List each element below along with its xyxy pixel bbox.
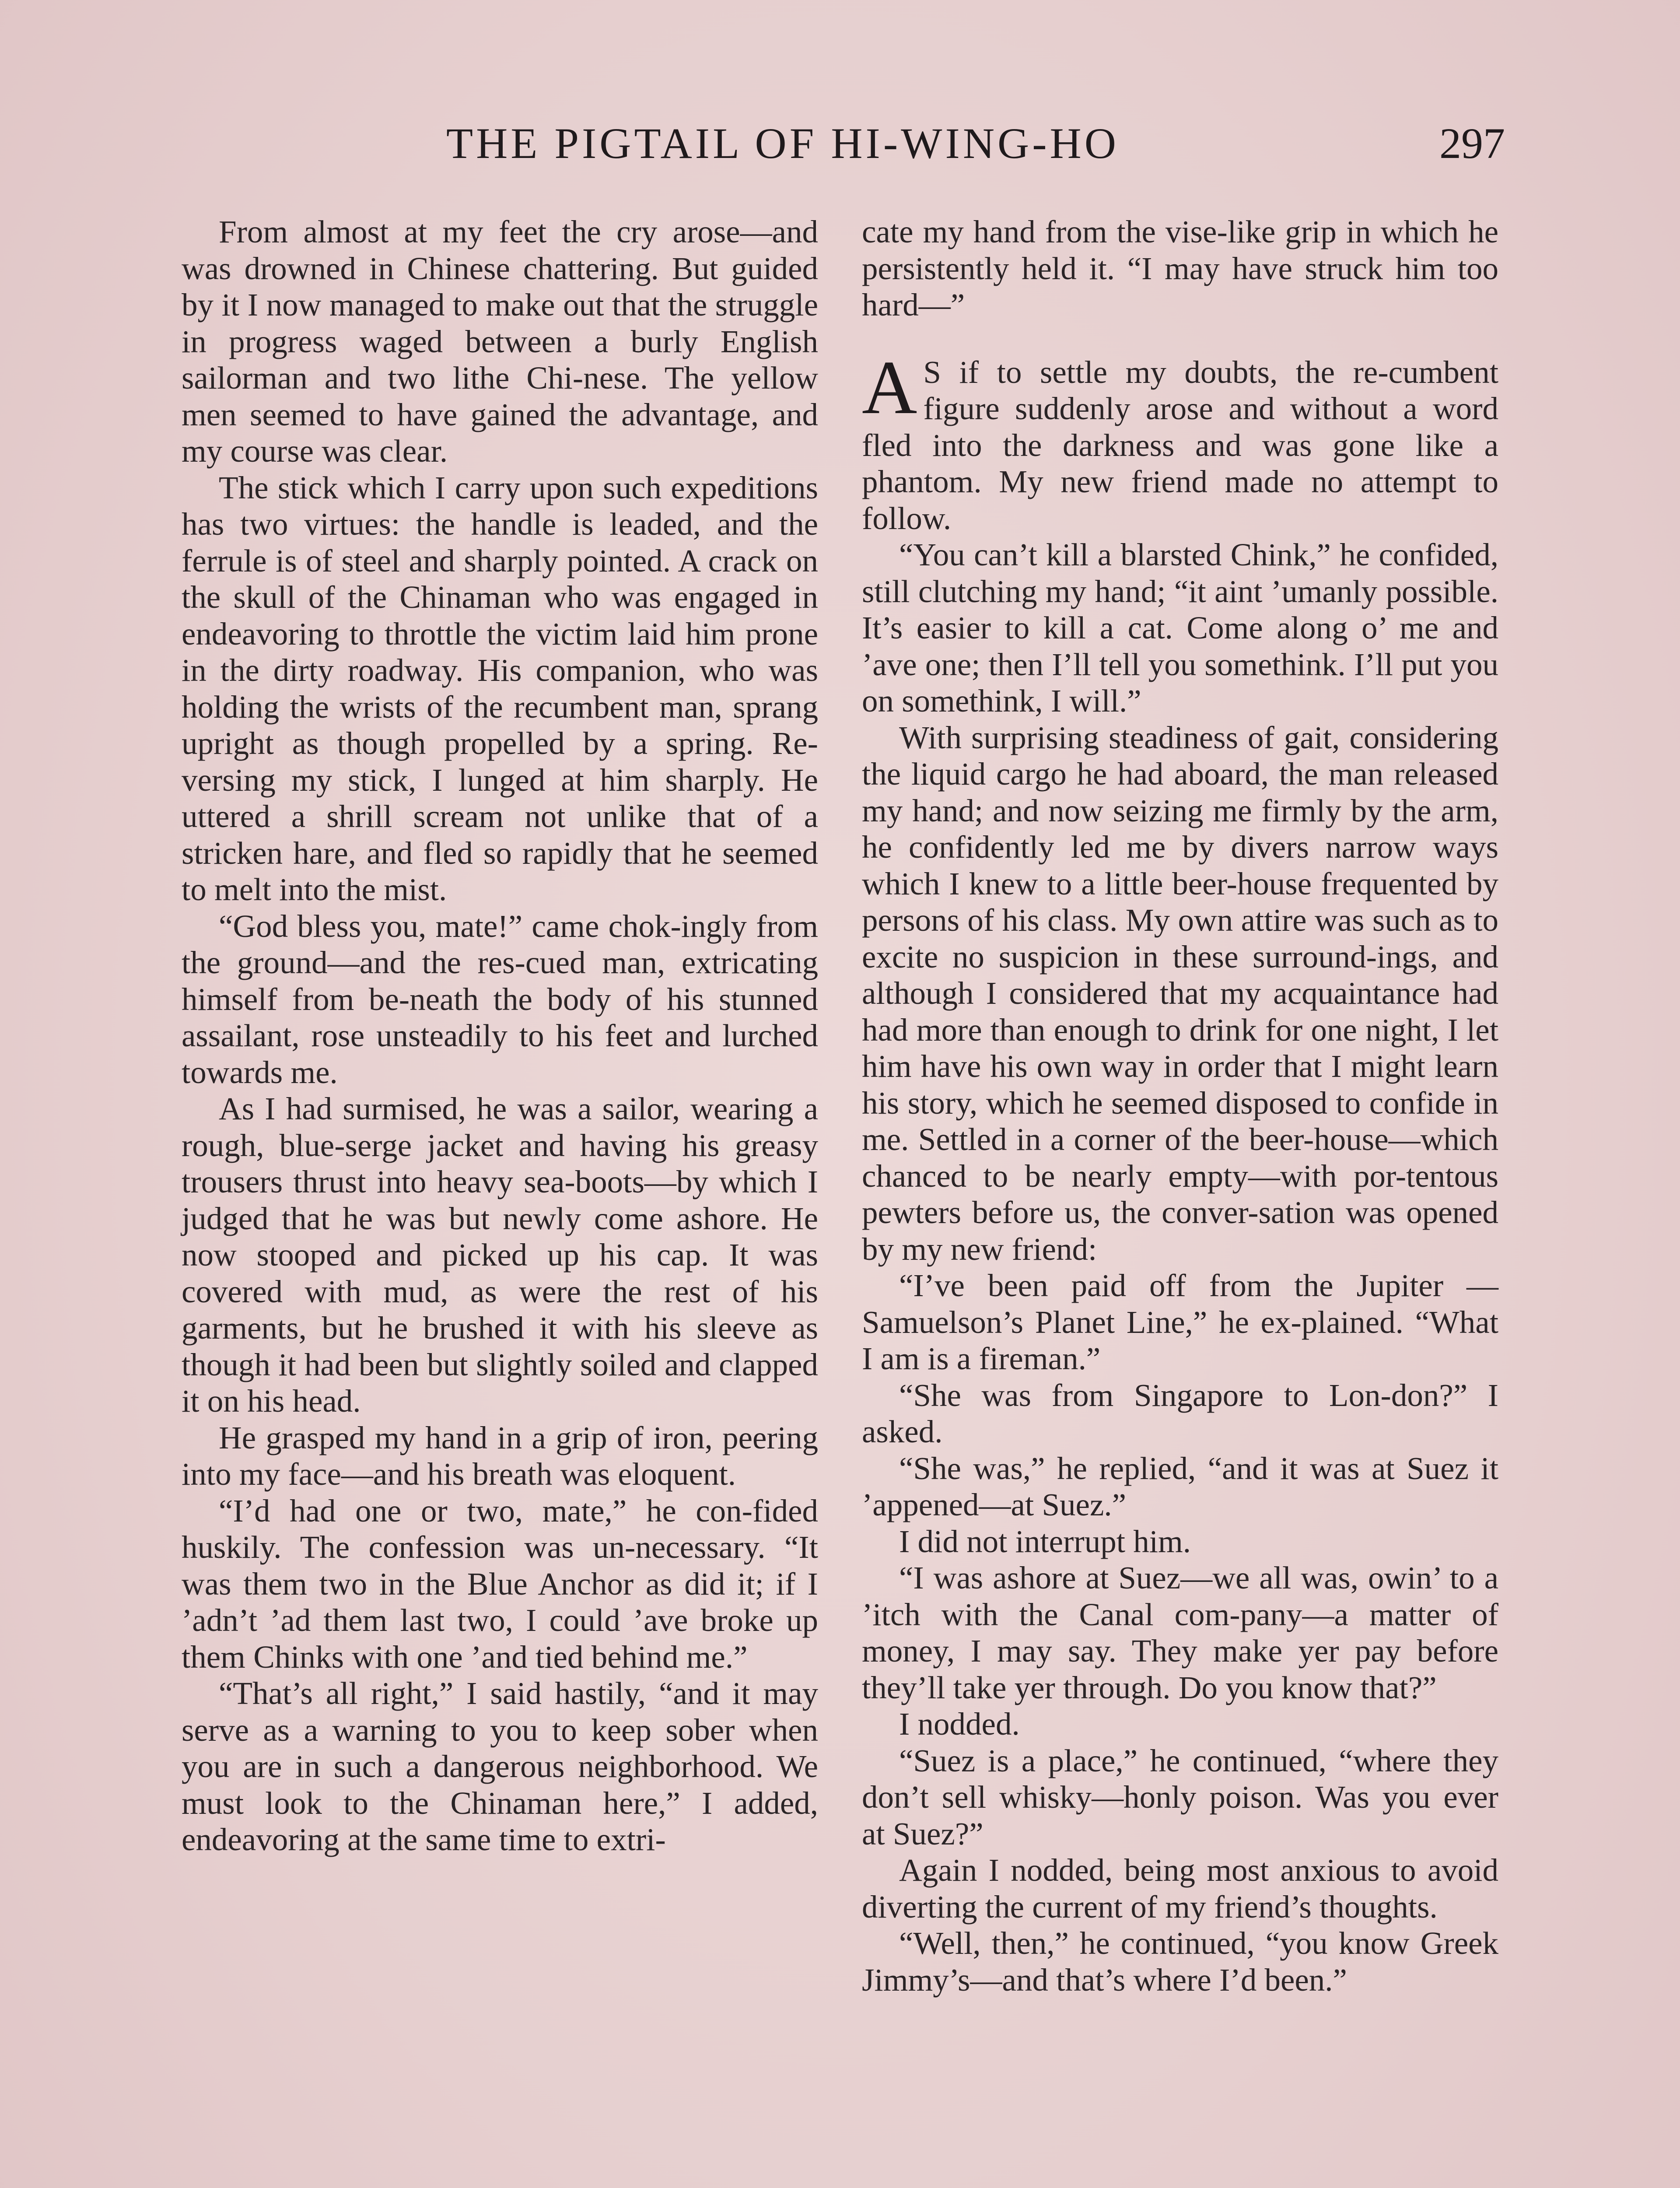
paragraph: “I’d had one or two, mate,” he con-fided huskily. The confession was un-necessary. “It was them two in the Blue Anchor as did it; if I ’adn’t ’ad them last two, I could ’ave broke up them Chinks with one ’and tied behind me.” bbox=[182, 1493, 818, 1675]
paragraph: The stick which I carry upon such expeditions has two virtues: the handle is leaded, and the ferrule is of steel and sharply pointed. A crack on the skull of the Chinaman who was engaged in endeavoring to throttle the victim laid him prone in the dirty roadway. His companion, who was holding the wrists of the recumbent man, sprang upright as though propelled by a spring. Re-versing my stick, I lunged at him sharply. He uttered a shrill scream not unlike that of a stricken hare, and fled so rapidly that he seemed to melt into the mist. bbox=[182, 470, 818, 907]
paragraph: With surprising steadiness of gait, considering the liquid cargo he had aboard, the man released my hand; and now seizing me firmly by the arm, he confidently led me by divers narrow ways which I knew to a little beer-house frequented by persons of his class. My own attire was such as to excite no suspicion in these surround-ings, and although I considered that my acquaintance had had more than enough to drink for one night, I let him have his own way in order that I might learn his story, which he seemed disposed to confide in me. Settled in a corner of the beer-house—which chanced to be nearly empty—with por-tentous pewters before us, the conver-sation was opened by my new friend: bbox=[862, 719, 1498, 1267]
paragraph: “You can’t kill a blarsted Chink,” he confided, still clutching my hand; “it aint ’umanly possible. It’s easier to kill a cat. Come along o’ me and ’ave one; then I’ll tell you somethink. I’ll put you on somethink, I will.” bbox=[862, 537, 1498, 719]
right-column bbox=[862, 214, 1498, 1998]
paragraph: From almost at my feet the cry arose—and was drowned in Chinese chattering. But guided by it I now managed to make out that the struggle in progress waged between a burly English sailorman and two lithe Chi-nese. The yellow men seemed to have gained the advantage, and my course was clear. bbox=[182, 214, 818, 469]
paragraph: As I had surmised, he was a sailor, wearing a rough, blue-serge jacket and having his greasy trousers thrust into heavy sea-boots—by which I judged that he was but newly come ashore. He now stooped and picked up his cap. It was covered with mud, as were the rest of his garments, but he brushed it with his sleeve as though it had been but slightly soiled and clapped it on his head. bbox=[182, 1091, 818, 1419]
page-number: 297 bbox=[1439, 119, 1505, 168]
paragraph: I did not interrupt him. bbox=[899, 1523, 1191, 1559]
paragraph-continuation: cate my hand from the vise-like grip in which he persistently held it. “I may have struck him too hard—” bbox=[862, 214, 1498, 323]
page-header bbox=[446, 118, 1505, 175]
paragraph: “Suez is a place,” he continued, “where they don’t sell whisky—honly poison. Was you ever at Suez?” bbox=[862, 1743, 1498, 1851]
paragraph: “She was,” he replied, “and it was at Suez it ’appened—at Suez.” bbox=[862, 1450, 1498, 1522]
paragraph: “I was ashore at Suez—we all was, owin’ to a ’itch with the Canal com-pany—a matter of money, I may say. They make yer pay before they’ll take yer through. Do you know that?” bbox=[862, 1560, 1498, 1705]
paragraph: “I’ve been paid off from the Jupiter —Samuelson’s Planet Line,” he ex-plained. “What I am is a fireman.” bbox=[862, 1268, 1498, 1376]
running-title: THE PIGTAIL OF HI-WING-HO bbox=[446, 119, 1119, 168]
drop-cap: A bbox=[862, 344, 917, 430]
paragraph: “Well, then,” he continued, “you know Greek Jimmy’s—and that’s where I’d been.” bbox=[862, 1925, 1498, 1998]
left-column bbox=[182, 214, 818, 1858]
section-start-text: S if to settle my doubts, the re-cumbent figure suddenly arose and without a word fled into the darkness and was gone like a phantom. My new friend made no attempt to follow. bbox=[862, 354, 1498, 536]
paragraph: “God bless you, mate!” came chok-ingly from the ground—and the res-cued man, extricating himself from be-neath the body of his stunned assailant, rose unsteadily to his feet and lurched towards me. bbox=[182, 908, 818, 1090]
section-start-paragraph bbox=[862, 344, 1498, 537]
paragraph: “She was from Singapore to Lon-don?” I asked. bbox=[862, 1377, 1498, 1449]
paragraph: “That’s all right,” I said hastily, “and it may serve as a warning to you to keep sober when you are in such a dangerous neighborhood. We must look to the Chinaman here,” I added, endeavoring at the same time to extri- bbox=[182, 1676, 818, 1857]
paragraph: Again I nodded, being most anxious to avoid diverting the current of my friend’s thoughts. bbox=[862, 1852, 1498, 1925]
paragraph: I nodded. bbox=[899, 1706, 1020, 1742]
paragraph: He grasped my hand in a grip of iron, peering into my face—and his breath was eloquent. bbox=[182, 1420, 818, 1492]
